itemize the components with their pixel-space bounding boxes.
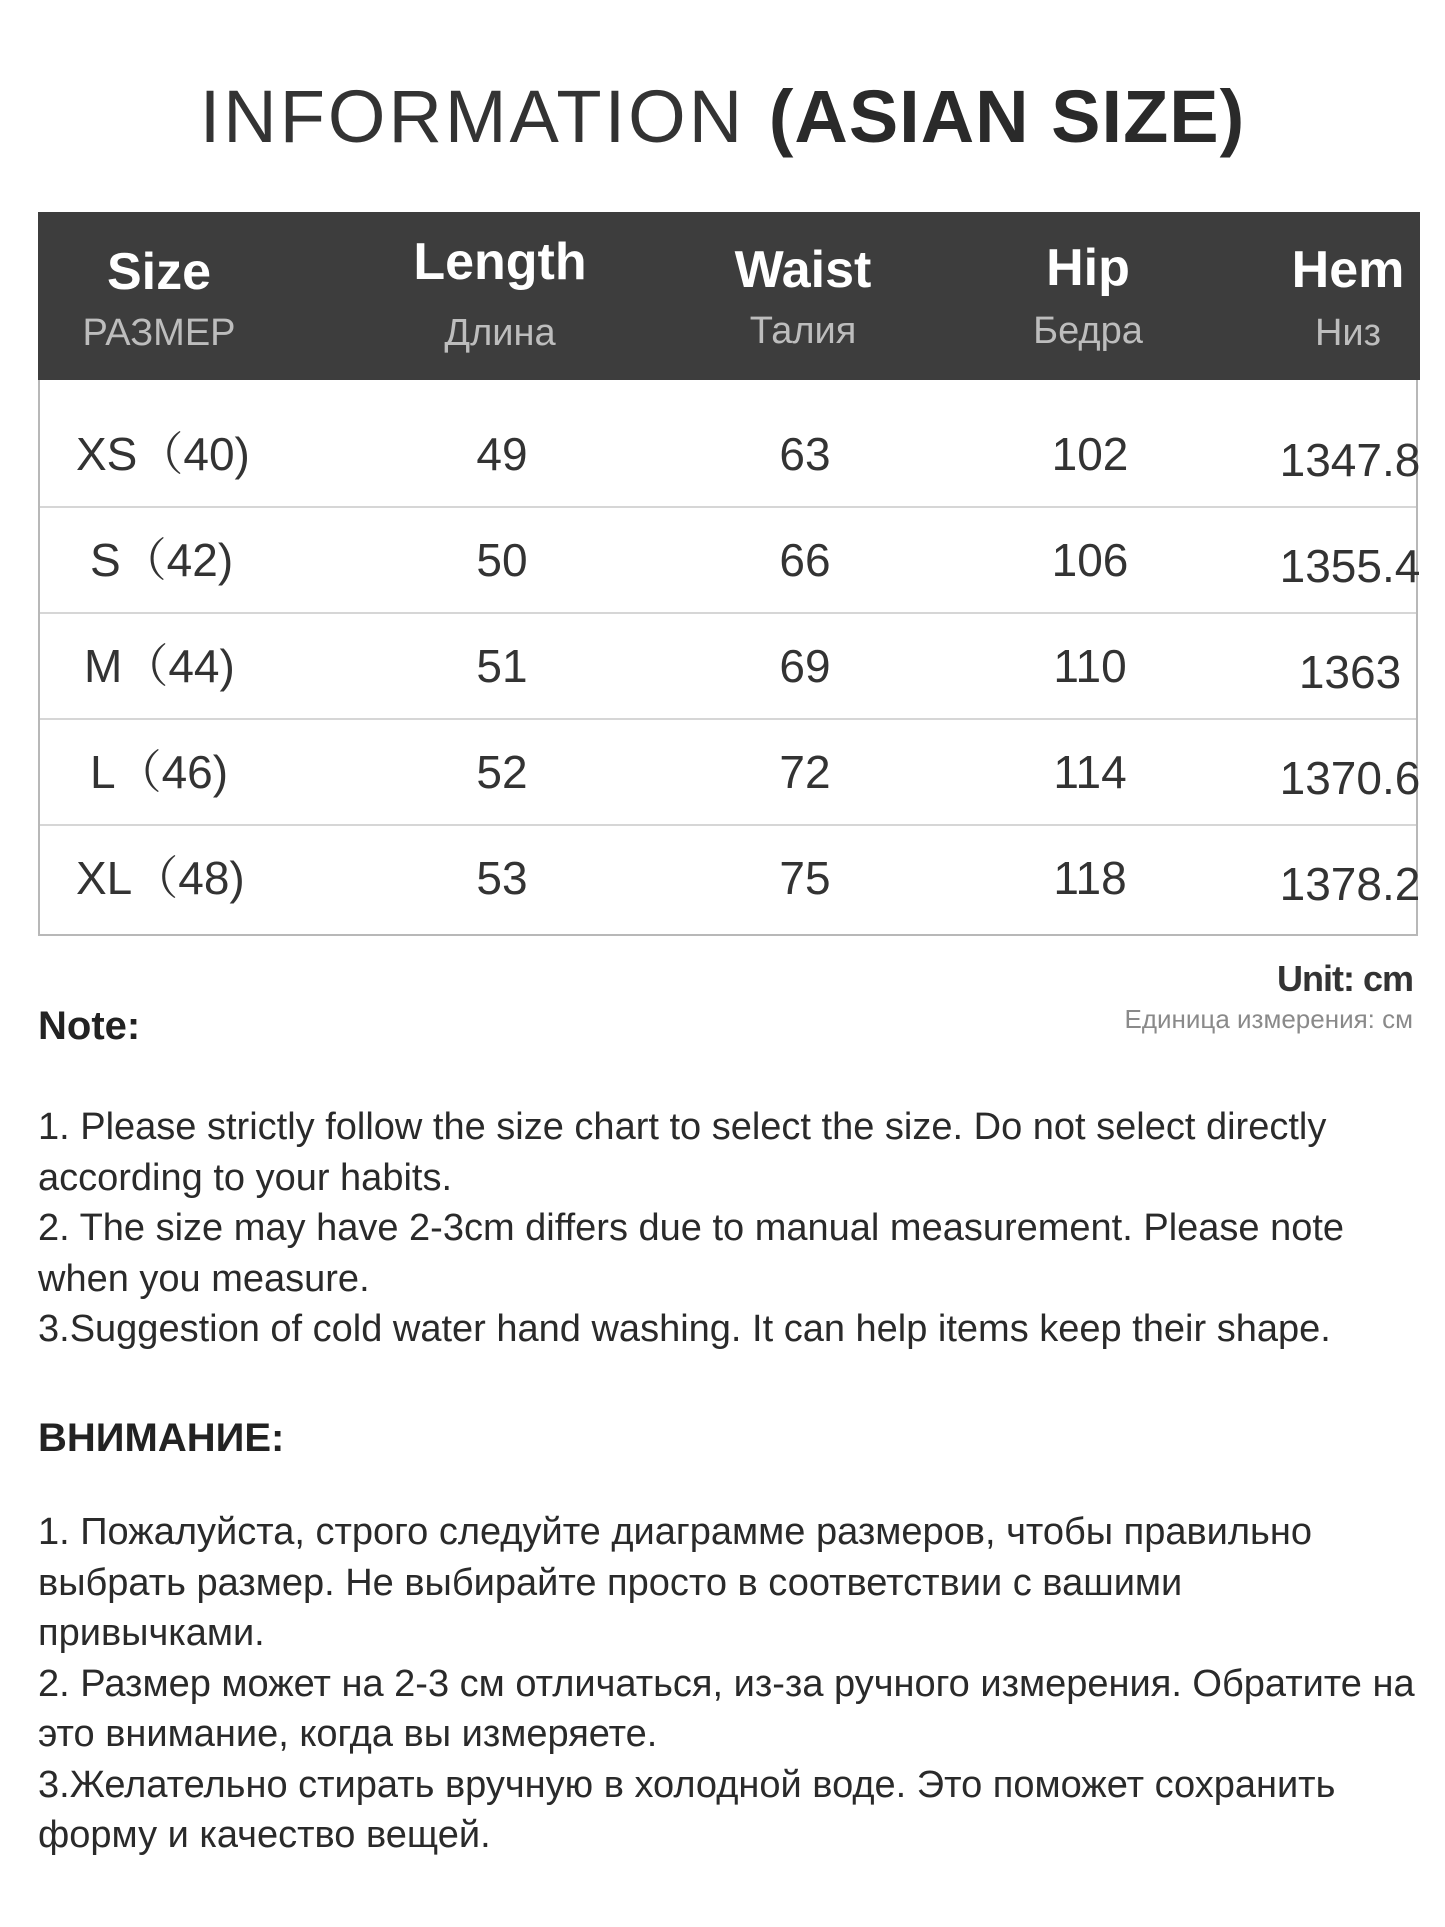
size-table bbox=[38, 212, 1421, 936]
note-item: 1. Please strictly follow the size chart to select the size. Do not select directly according to your habits. bbox=[38, 1106, 1327, 1199]
note-item: 3.Suggestion of cold water hand washing. It can help items keep their shape. bbox=[38, 1308, 1331, 1350]
header-size bbox=[38, 212, 280, 380]
cell-size: XL（48) bbox=[76, 852, 245, 904]
cell-size: XS（40) bbox=[76, 428, 250, 480]
cell-hip: 106 bbox=[1051, 534, 1129, 586]
cell-length: 51 bbox=[476, 640, 528, 692]
cell-length: 53 bbox=[476, 852, 528, 904]
cell-waist: 75 bbox=[779, 852, 831, 904]
header-hip bbox=[938, 212, 1238, 380]
header-size-en: Size bbox=[106, 243, 212, 301]
note-item: 2. The size may have 2-3cm differs due to manual measurement. Please note when you measure. bbox=[38, 1207, 1345, 1300]
cell-size: M（44) bbox=[84, 640, 235, 692]
table-row bbox=[40, 508, 1421, 614]
cell-hem: 1355.4 bbox=[1279, 540, 1421, 592]
header-waist-en: Waist bbox=[734, 241, 872, 299]
cell-hip: 102 bbox=[1051, 428, 1129, 480]
cell-length: 49 bbox=[476, 428, 528, 480]
note-item-ru: 2. Размер может на 2-3 см отличаться, из-за ручного измерения. Обратите на это внимание, когда вы измеряете. bbox=[38, 1662, 1415, 1755]
cell-size: S（42) bbox=[90, 534, 234, 586]
header-hem-ru: Низ bbox=[1314, 312, 1382, 354]
cell-waist: 69 bbox=[779, 640, 831, 692]
cell-hem: 1347.8 bbox=[1279, 434, 1421, 486]
cell-waist: 72 bbox=[779, 746, 831, 798]
cell-hip: 114 bbox=[1053, 746, 1127, 798]
cell-hip: 118 bbox=[1053, 852, 1127, 904]
cell-length: 50 bbox=[476, 534, 528, 586]
cell-size: L（46) bbox=[90, 746, 229, 798]
header-waist-ru: Талия bbox=[749, 310, 857, 352]
note-item-ru: 1. Пожалуйста, строго следуйте диаграмме размеров, чтобы правильно выбрать размер. Не выбирайте просто в соответствии с вашими привычками. bbox=[38, 1511, 1312, 1654]
unit-label-ru: Единица измерения: см bbox=[1124, 1004, 1413, 1034]
note-heading-ru: ВНИМАНИЕ: bbox=[38, 1416, 285, 1460]
table-row bbox=[40, 402, 1421, 508]
unit-label: Unit: cm bbox=[1277, 958, 1413, 999]
note-heading: Note: bbox=[38, 1004, 141, 1048]
cell-hem: 1363 bbox=[1298, 646, 1402, 698]
cell-hip: 110 bbox=[1053, 640, 1127, 692]
header-hip-ru: Бедра bbox=[1033, 310, 1143, 352]
header-length-en: Length bbox=[413, 233, 587, 291]
note-item-ru: 3.Желательно стирать вручную в холодной воде. Это поможет сохранить форму и качество вещей. bbox=[38, 1763, 1336, 1856]
note-list-ru bbox=[38, 1507, 1418, 1861]
table-row bbox=[40, 614, 1416, 720]
cell-hem: 1378.2 bbox=[1279, 858, 1421, 910]
table-row bbox=[40, 826, 1421, 930]
cell-waist: 66 bbox=[779, 534, 831, 586]
table-row bbox=[40, 720, 1421, 826]
title-main: INFORMATION bbox=[199, 75, 769, 158]
header-hip-en: Hip bbox=[1046, 239, 1130, 297]
header-hem bbox=[1198, 212, 1445, 380]
header-size-ru: РАЗМЕР bbox=[82, 312, 236, 354]
table-header bbox=[38, 212, 1420, 380]
title-asian-size: (ASIAN SIZE) bbox=[768, 75, 1246, 158]
header-length-ru: Длина bbox=[444, 312, 556, 354]
cell-hem: 1370.6 bbox=[1279, 752, 1421, 804]
cell-waist: 63 bbox=[779, 428, 831, 480]
cell-length: 52 bbox=[476, 746, 528, 798]
page-title bbox=[0, 72, 1445, 162]
header-hem-en: Hem bbox=[1291, 241, 1405, 299]
note-list bbox=[38, 1102, 1418, 1355]
header-waist bbox=[653, 212, 953, 380]
